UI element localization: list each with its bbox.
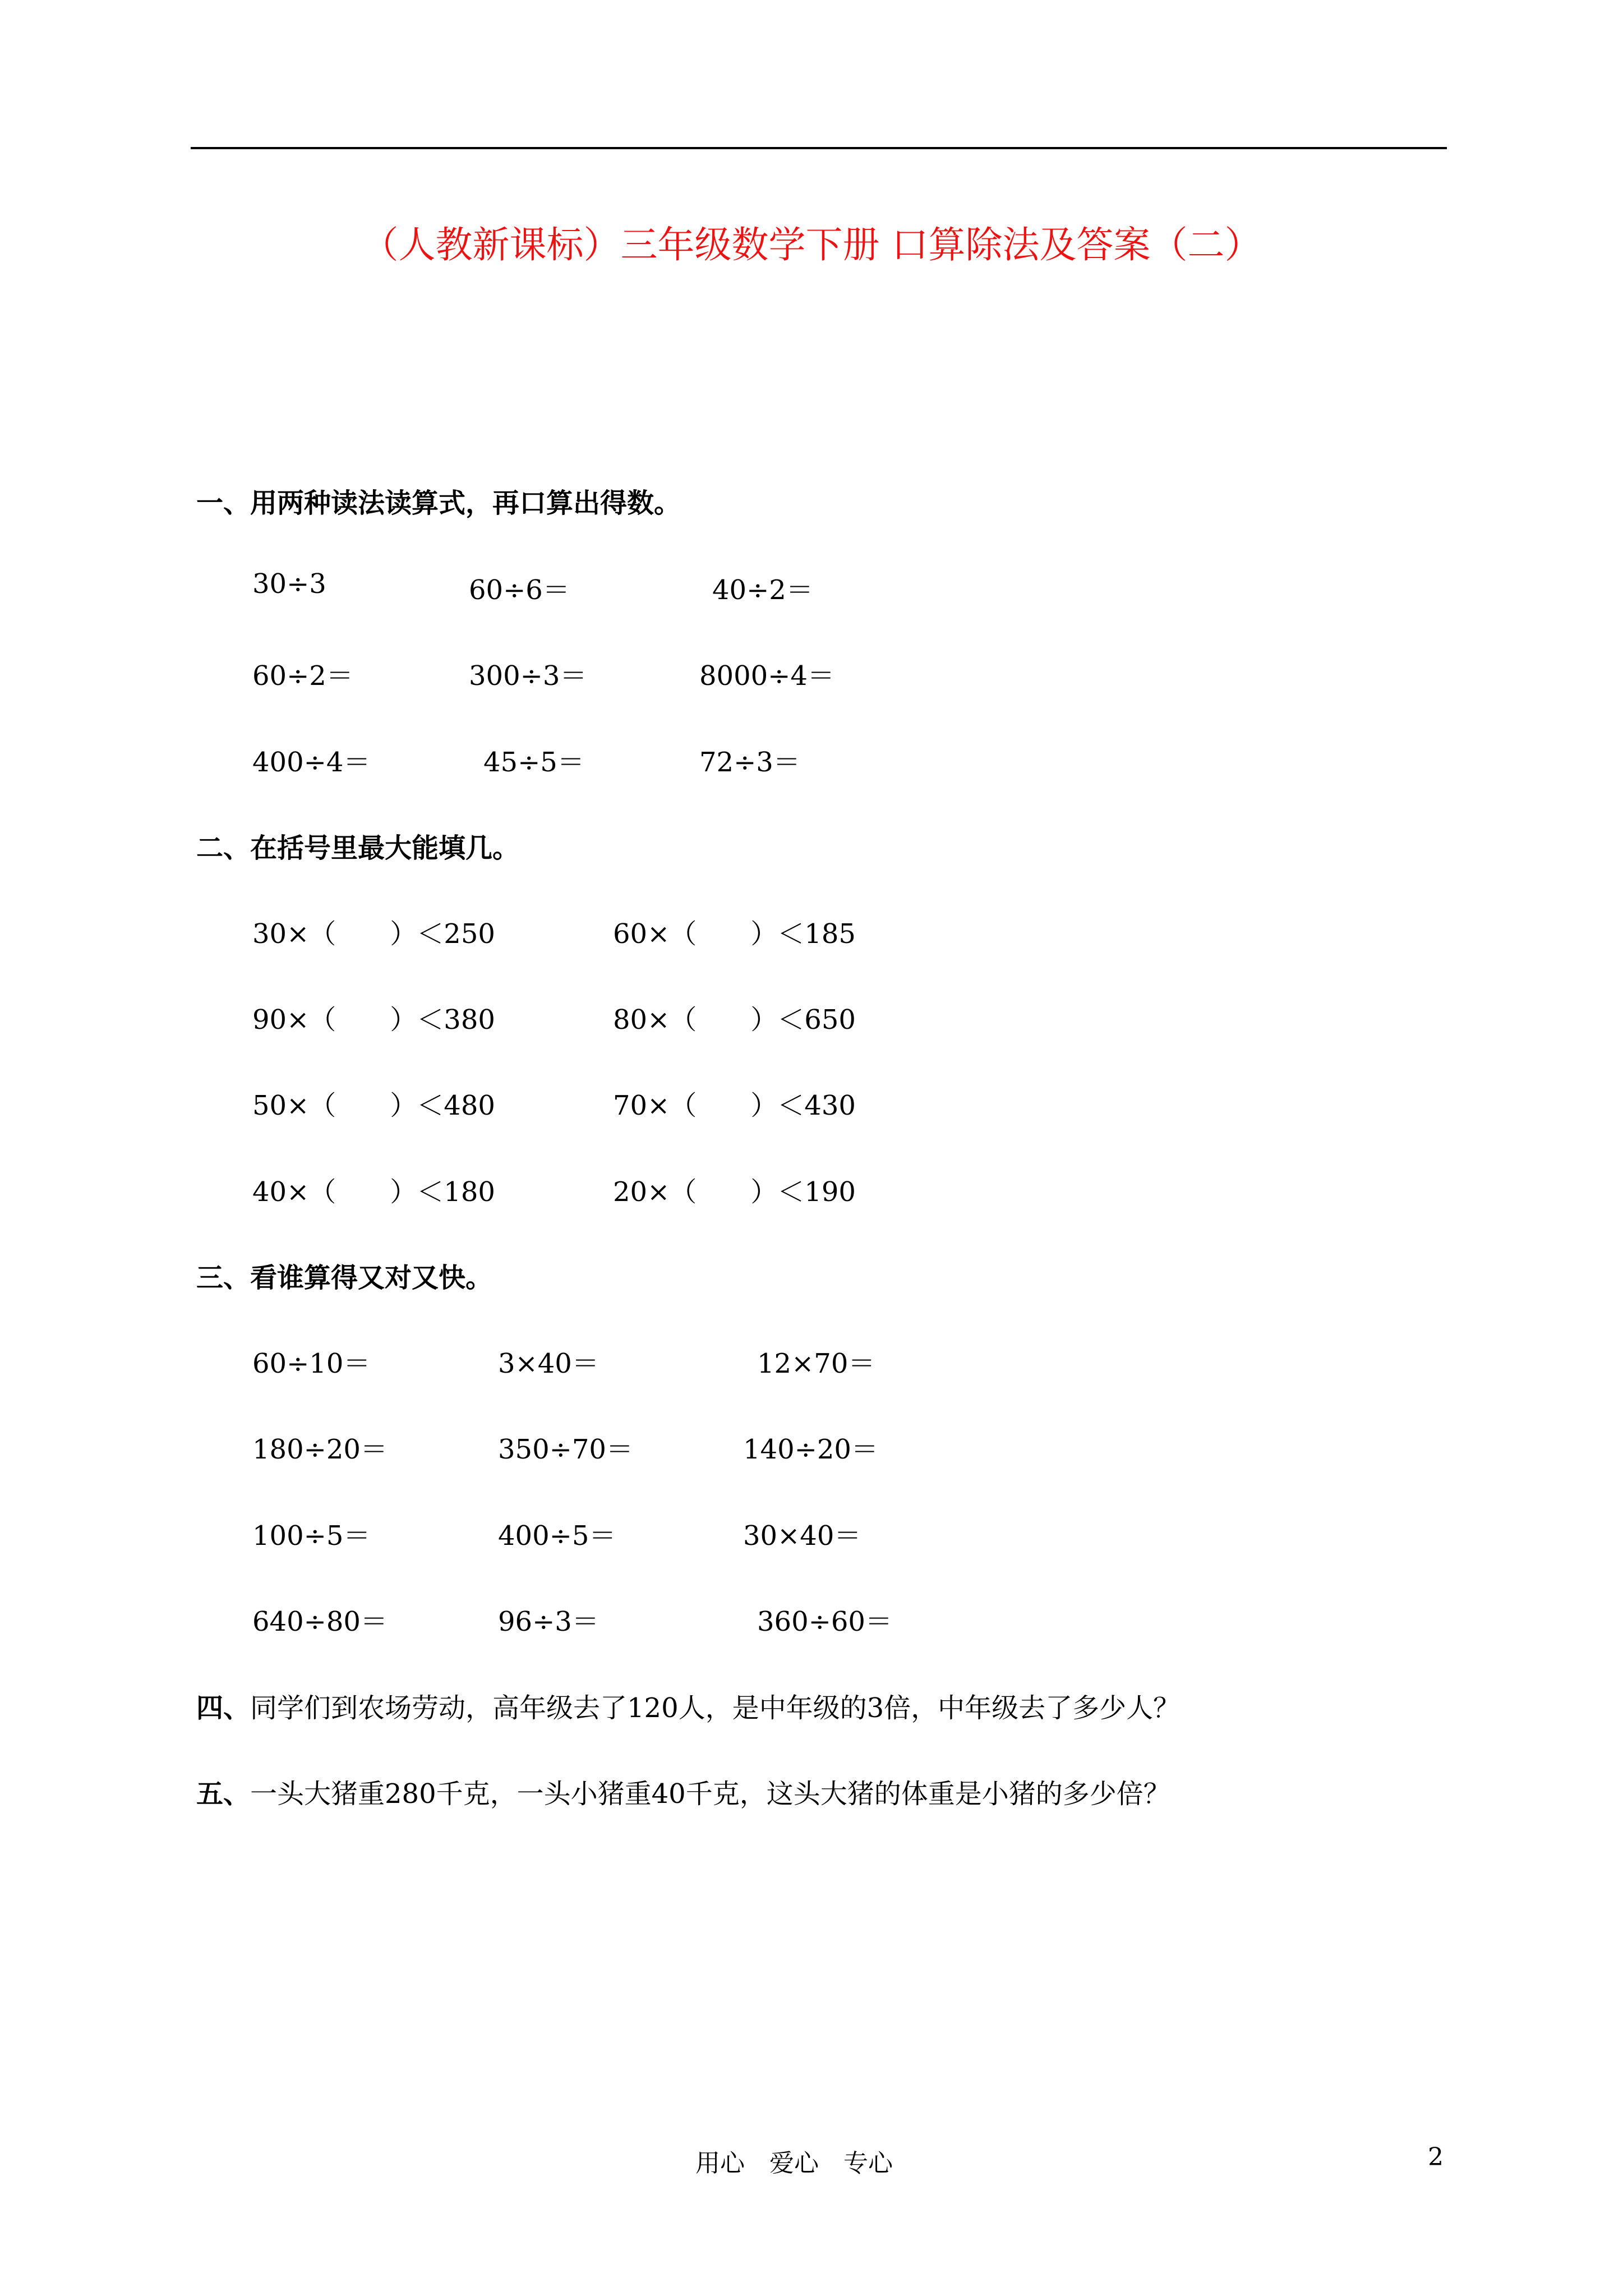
- problem-3-8: 400÷5＝: [498, 1520, 616, 1552]
- problem-3-4: 180÷20＝: [252, 1434, 388, 1465]
- problem-1-7: 400÷4＝: [252, 747, 371, 778]
- problem-3-11: 96÷3＝: [498, 1606, 599, 1637]
- blank-2-2: 60×（ ）＜185: [613, 918, 856, 950]
- blank-2-6: 70×（ ）＜430: [613, 1090, 856, 1121]
- problem-3-5: 350÷70＝: [498, 1434, 633, 1465]
- problem-3-9: 30×40＝: [743, 1520, 861, 1552]
- section2-heading: 二、在括号里最大能填几。: [196, 832, 520, 864]
- problem-1-5: 300÷3＝: [469, 660, 587, 692]
- section4-text: 同学们到农场劳动，高年级去了120人，是中年级的3倍，中年级去了多少人？: [250, 1692, 1181, 1724]
- section1-heading: 一、用两种读法读算式，再口算出得数。: [196, 487, 681, 519]
- section5-text: 一头大猪重280千克，一头小猪重40千克，这头大猪的体重是小猪的多少倍？: [250, 1778, 1170, 1810]
- problem-3-2: 3×40＝: [498, 1348, 599, 1379]
- problem-1-1: 30÷3: [252, 568, 326, 600]
- blank-2-8: 20×（ ）＜190: [613, 1176, 856, 1208]
- problem-3-10: 640÷80＝: [252, 1606, 388, 1637]
- problem-3-7: 100÷5＝: [252, 1520, 371, 1552]
- problem-3-6: 140÷20＝: [743, 1434, 878, 1465]
- problem-1-4: 60÷2＝: [252, 660, 353, 692]
- blank-2-4: 80×（ ）＜650: [613, 1004, 856, 1036]
- page-number: 2: [1428, 2143, 1444, 2171]
- blank-2-5: 50×（ ）＜480: [252, 1090, 495, 1121]
- section4-label: 四、: [196, 1692, 251, 1724]
- problem-1-2: 60÷6＝: [469, 574, 570, 606]
- blank-2-1: 30×（ ）＜250: [252, 918, 495, 950]
- problem-1-3: 40÷2＝: [712, 574, 813, 606]
- blank-2-7: 40×（ ）＜180: [252, 1176, 495, 1208]
- footer-motto: 用心 爱心 专心: [695, 2149, 893, 2178]
- problem-1-8: 45÷5＝: [483, 747, 584, 778]
- problem-3-3: 12×70＝: [757, 1348, 875, 1379]
- section5-label: 五、: [196, 1778, 251, 1810]
- section4-question: [196, 1686, 1180, 1725]
- section3-heading: 三、看谁算得又对又快。: [196, 1262, 493, 1294]
- blank-2-3: 90×（ ）＜380: [252, 1004, 495, 1036]
- problem-3-1: 60÷10＝: [252, 1348, 371, 1379]
- header-rule: [191, 147, 1447, 149]
- problem-1-9: 72÷3＝: [699, 747, 800, 778]
- section5-question: [196, 1772, 1170, 1811]
- page-title: （人教新课标）三年级数学下册 口算除法及答案（二）: [361, 223, 1262, 266]
- problem-1-6: 8000÷4＝: [699, 660, 834, 692]
- problem-3-12: 360÷60＝: [757, 1606, 892, 1637]
